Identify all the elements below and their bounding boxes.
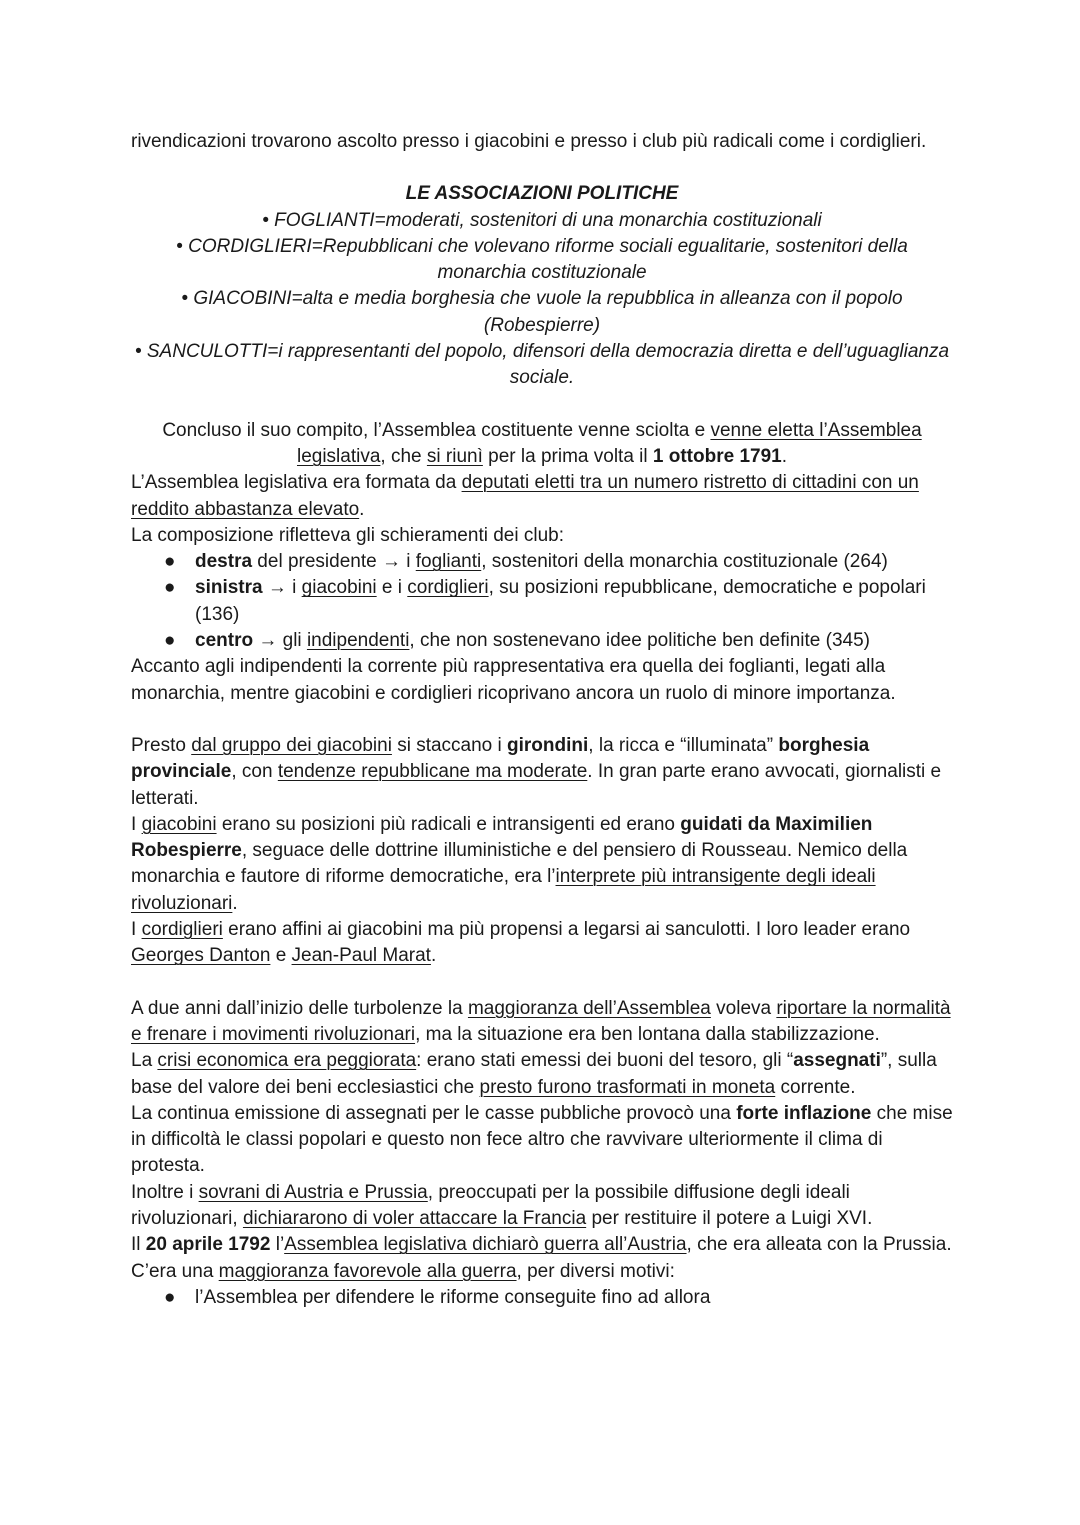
intro-paragraph: rivendicazioni trovarono ascolto presso i giacobini e presso i club più radicali come i cordiglieri. [131, 131, 927, 152]
association-item-cordiglieri: • CORDIGLIERI=Repubblicani che volevano riforme sociali egualitarie, sostenitori della monarchia costituzionale [176, 235, 908, 284]
list-item-motive: ● l’Assemblea per difendere le riforme conseguite fino ad allora [131, 1285, 953, 1311]
list-item-sinistra: ● sinistra → i giacobini e i cordiglieri, su posizioni repubblicane, democratiche e popolari (136) [164, 577, 926, 625]
bullet-icon: ● [164, 577, 176, 599]
associations-title: LE ASSOCIAZIONI POLITICHE [405, 183, 679, 205]
associations-box [131, 181, 953, 391]
assembly-section [131, 418, 953, 707]
assembly-paragraph-3: La composizione rifletteva gli schieramenti dei club: [131, 524, 564, 546]
assembly-paragraph-4: Accanto agli indipendenti la corrente più rappresentativa era quella dei foglianti, legati alla monarchia, mentre giacobini e cordiglieri ricoprivano ancora un ruolo di minore importanza. [131, 656, 896, 704]
crisis-paragraph-1: A due anni dall’inizio delle turbolenze la maggioranza dell’Assemblea voleva riportare la normalità e frenare i movimenti rivoluzionari, ma la situazione era ben lontana dalla stabilizzazione. [131, 997, 951, 1045]
association-item-sanculotti: • SANCULOTTI=i rappresentanti del popolo, difensori della democrazia diretta e dell’uguaglianza sociale. [134, 341, 950, 389]
association-item-giacobini: • GIACOBINI=alta e media borghesia che vuole la repubblica in alleanza con il popolo (Robespierre) [181, 288, 903, 336]
crisis-section [131, 996, 953, 1312]
crisis-paragraph-2: La crisi economica era peggiorata: erano stati emessi dei buoni del tesoro, gli “assegnati”, sulla base del valore dei beni ecclesiastici che presto furono trasformati in moneta corrente. [131, 1050, 937, 1098]
factions-section [131, 733, 953, 970]
crisis-paragraph-3: La continua emissione di assegnati per le casse pubbliche provocò una forte inflazione che mise in difficoltà le classi popolari e questo non fece altro che ravvivare ulteriormente il clima di protesta. [131, 1102, 953, 1177]
document-page [131, 129, 953, 1311]
list-item-destra: ● destra del presidente → i foglianti, sostenitori della monarchia costituzionale (264) [131, 549, 953, 575]
bullet-icon: ● [164, 630, 176, 652]
crisis-paragraph-5: Il 20 aprile 1792 l’Assemblea legislativa dichiarò guerra all’Austria, che era alleata con la Prussia. C’era una maggioranza favorevole alla guerra, per diversi motivi: [131, 1234, 952, 1282]
composition-list [131, 549, 953, 654]
bullet-icon: ● [164, 551, 176, 573]
factions-paragraph-girondini: Presto dal gruppo dei giacobini si staccano i girondini, la ricca e “illuminata” borghesia provinciale, con tendenze repubblicane ma moderate. In gran parte erano avvocati, giornalisti e letterati. [131, 734, 942, 809]
list-item-centro: ● centro → gli indipendenti, che non sostenevano idee politiche ben definite (345) [131, 628, 953, 654]
crisis-paragraph-4: Inoltre i sovrani di Austria e Prussia, preoccupati per la possibile diffusione degli ideali rivoluzionari, dichiararono di voler attaccare la Francia per restituire il potere a Luigi XVI. [131, 1181, 873, 1229]
war-motives-list [131, 1285, 953, 1311]
factions-paragraph-giacobini: I giacobini erano su posizioni più radicali e intransigenti ed erano guidati da Maximilien Robespierre, seguace delle dottrine illuministiche e del pensiero di Rousseau. Nemico della monarchia e fautore di riforme democratiche, era l’interprete più intransigente degli ideali rivoluzionari. [131, 813, 908, 914]
assembly-paragraph-2: L’Assemblea legislativa era formata da deputati eletti tra un numero ristretto di cittadini con un reddito abbastanza elevato. [131, 472, 919, 520]
bullet-icon: ● [164, 1286, 176, 1308]
association-item-foglianti: • FOGLIANTI=moderati, sostenitori di una monarchia costituzionali [262, 209, 822, 231]
factions-paragraph-cordiglieri: I cordiglieri erano affini ai giacobini ma più propensi a legarsi ai sanculotti. I loro leader erano Georges Danton e Jean-Paul Marat. [131, 919, 911, 967]
assembly-paragraph-1: Concluso il suo compito, l’Assemblea costituente venne sciolta e venne eletta l’Assemblea legislativa, che si riunì per la prima volta il 1 ottobre 1791. [162, 419, 922, 467]
